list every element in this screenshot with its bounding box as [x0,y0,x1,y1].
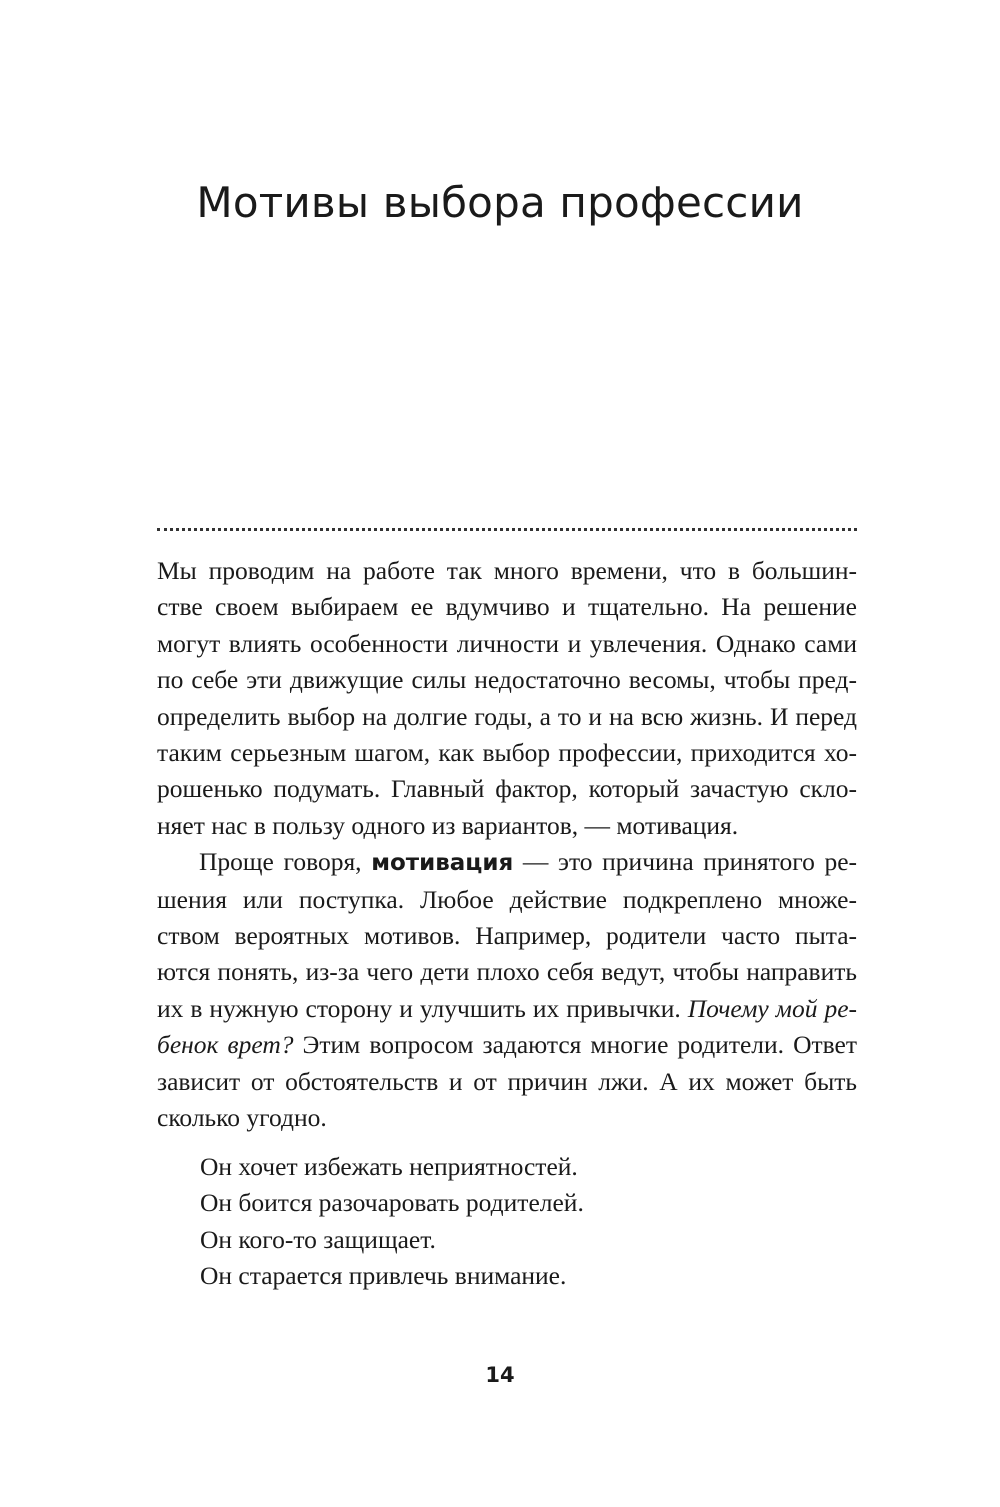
page-title: Мотивы выбора профессии [196,178,804,227]
text-line: по себе эти движущие силы недостаточно весомы, чтобы пред- [157,665,857,695]
text-line: зависит от обстоятельств и от причин лжи. А их может быть [157,1066,857,1096]
text-line [157,991,857,1027]
key-term: мотивация [371,850,514,877]
body-text [157,553,857,1137]
italic-question: Почему мой ре- [687,993,858,1023]
text-line: определить выбор на долгие годы, а то и на всю жизнь. И перед [157,701,857,731]
text-line [157,1027,857,1063]
text-line [157,844,857,881]
text-line: ются понять, из-за чего дети плохо себя ведут, чтобы направить [157,957,857,987]
text-line: шения или поступка. Любое действие подкреплено множе- [157,884,857,914]
text-line: стве своем выбираем ее вдумчиво и тщательно. На решение [157,592,857,622]
paragraph-1 [157,553,857,844]
text-line: ством вероятных мотивов. Например, родители часто пыта- [157,921,857,951]
text-line: няет нас в пользу одного из вариантов, — мотивация. [157,810,739,840]
text-line: могут влиять особенности личности и увлечения. Однако сами [157,628,857,658]
reasons-list [200,1149,584,1295]
text-line: Мы проводим на работе так много времени, что в большин- [157,556,857,585]
list-item: Он хочет избежать неприятностей. [200,1152,578,1181]
italic-question: бенок врет? [157,1030,294,1060]
page-number: 14 [485,1363,515,1387]
text-segment: — это причина принятого ре- [522,847,858,877]
list-item: Он боится разочаровать родителей. [200,1188,584,1218]
list-item: Он старается привлечь внимание. [200,1261,567,1291]
text-line: таким серьезным шагом, как выбор профессии, приходится хо- [157,738,857,768]
text-line: рошенько подумать. Главный фактор, который зачастую скло- [157,774,857,804]
list-item: Он кого-то защищает. [200,1224,436,1254]
text-segment: Проще говоря, [199,847,362,877]
paragraph-2 [157,844,857,1136]
text-segment: их в нужную сторону и улучшить их привычки. [157,993,681,1023]
dotted-divider [157,528,857,531]
text-segment: Этим вопросом задаются многие родители. Ответ [302,1030,857,1060]
text-line: сколько угодно. [157,1103,327,1133]
